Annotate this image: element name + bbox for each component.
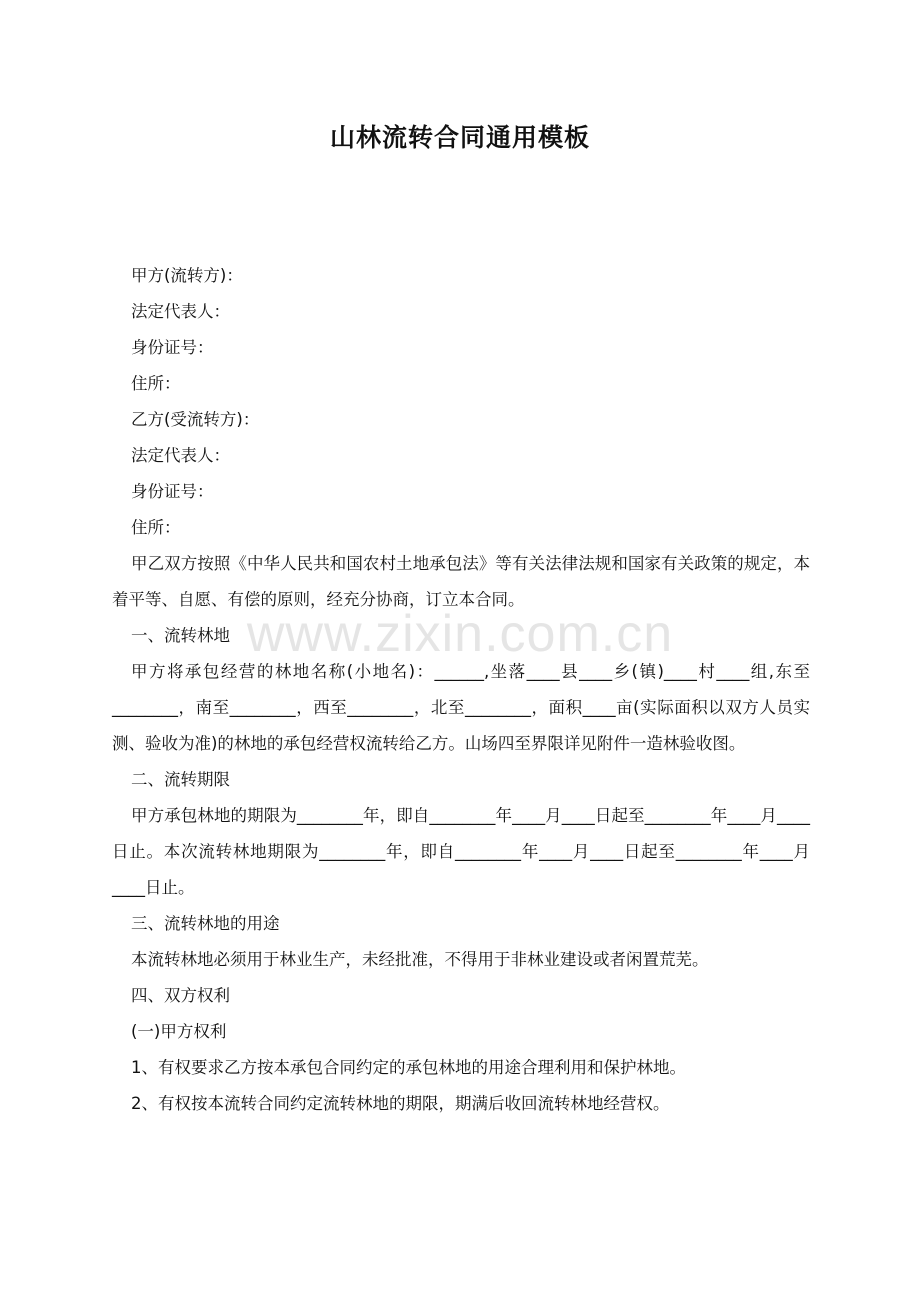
document-title: 山林流转合同通用模板	[329, 123, 590, 152]
preamble-paragraph: 甲乙双方按照《中华人民共和国农村土地承包法》等有关法律法规和国家有关政策的规定，本着平等、自愿、有偿的原则，经充分协商，订立本合同。	[112, 554, 810, 609]
party-b-representative: 法定代表人：	[131, 446, 230, 465]
section-3-heading: 三、流转林地的用途	[131, 914, 280, 933]
party-a-id-number: 身份证号：	[131, 338, 214, 357]
party-b-label: 乙方(受流转方)：	[131, 410, 260, 429]
section-1-paragraph: 甲方将承包经营的林地名称(小地名)：______,坐落____县____乡(镇)____村____组,东至________，南至________，西至________，北至________，面积____亩(实际面积以双方人员实测、验收为准)的林地的承包经营权流转给乙方。山场四至界限详见附件一造林验收图。	[112, 662, 810, 753]
party-a-address: 住所：	[131, 374, 181, 393]
section-4-item-1: 1、有权要求乙方按本承包合同约定的承包林地的用途合理利用和保护林地。	[131, 1058, 686, 1077]
party-a-label: 甲方(流转方)：	[131, 266, 243, 285]
document-body	[112, 258, 810, 1122]
section-2-paragraph: 甲方承包林地的期限为________年，即自________年____月____日起至________年____月____日止。本次流转林地期限为________年，即自________年____月____日起至________年____月____日止。	[112, 806, 810, 897]
watermark-text: www.zixin.com.cn	[246, 605, 674, 663]
section-3-paragraph: 本流转林地必须用于林业生产，未经批准，不得用于非林业建设或者闲置荒芜。	[131, 950, 709, 969]
section-2-heading: 二、流转期限	[131, 770, 230, 789]
party-b-id-number: 身份证号：	[131, 482, 214, 501]
section-1-heading: 一、流转林地	[131, 626, 230, 645]
section-4-subheading: (一)甲方权利	[131, 1022, 227, 1041]
section-4-heading: 四、双方权利	[131, 986, 230, 1005]
party-a-representative: 法定代表人：	[131, 302, 230, 321]
party-b-address: 住所：	[131, 518, 181, 537]
section-4-item-2: 2、有权按本流转合同约定流转林地的期限，期满后收回流转林地经营权。	[131, 1094, 670, 1113]
